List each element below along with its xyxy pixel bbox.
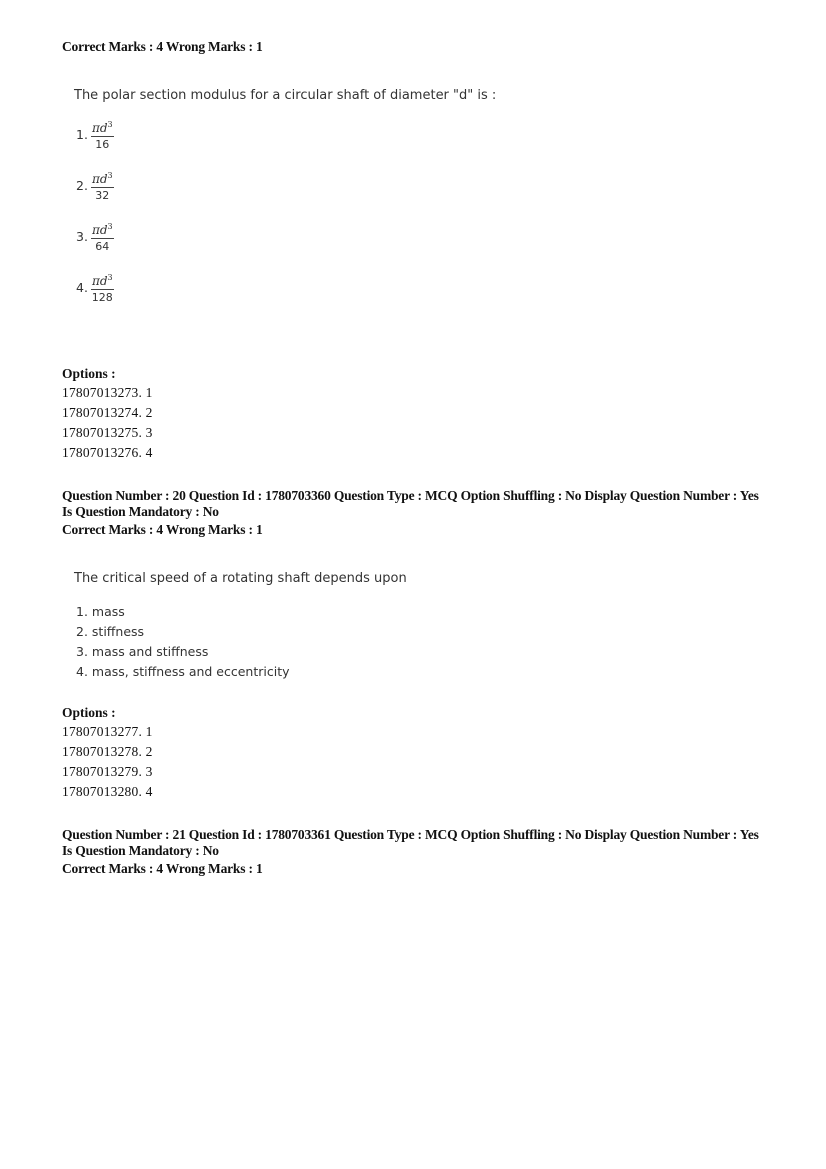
q20-header — [62, 488, 759, 538]
q21-header — [62, 827, 759, 877]
q19-choice-2 — [76, 169, 114, 202]
q19-choice-3 — [76, 220, 114, 253]
q19-option-id-4: 17807013276. 4 — [62, 445, 153, 460]
numerator: πd — [91, 172, 108, 186]
q21-header-line-2: Is Question Mandatory : No — [62, 843, 219, 858]
question-20-text: The critical speed of a rotating shaft depends upon — [74, 571, 407, 586]
q19-option-id-2: 17807013274. 2 — [62, 405, 153, 420]
q19-option-id-3: 17807013275. 3 — [62, 425, 153, 440]
q21-header-line-1: Question Number : 21 Question Id : 1780703361 Question Type : MCQ Option Shuffling : No Display Question Number : Yes — [62, 827, 759, 842]
exponent: 3 — [107, 222, 113, 231]
exponent: 3 — [107, 273, 113, 282]
question-19-text: The polar section modulus for a circular shaft of diameter "d" is : — [74, 88, 497, 103]
denominator: 16 — [95, 138, 110, 151]
q19-option-id-1: 17807013273. 1 — [62, 385, 153, 400]
q20-options-label: Options : — [62, 705, 116, 720]
choice-number: 2. — [76, 178, 88, 193]
q19-choice-4 — [76, 271, 114, 304]
choice-number: 1. — [76, 127, 88, 142]
denominator: 32 — [95, 189, 110, 202]
fraction — [91, 169, 114, 202]
fraction — [91, 271, 114, 304]
numerator: πd — [91, 121, 108, 135]
q20-option-id-3: 17807013279. 3 — [62, 764, 153, 779]
q20-header-line-3: Correct Marks : 4 Wrong Marks : 1 — [62, 522, 263, 537]
exponent: 3 — [107, 120, 113, 129]
numerator: πd — [91, 223, 108, 237]
numerator: πd — [91, 274, 108, 288]
fraction — [91, 220, 114, 253]
q20-option-id-1: 17807013277. 1 — [62, 724, 153, 739]
q20-option-id-4: 17807013280. 4 — [62, 784, 153, 799]
q20-choice-3: 3. mass and stiffness — [76, 644, 209, 659]
exponent: 3 — [107, 171, 113, 180]
q20-choice-2: 2. stiffness — [76, 624, 145, 639]
marks-text: Correct Marks : 4 Wrong Marks : 1 — [62, 39, 263, 54]
denominator: 64 — [95, 240, 110, 253]
fraction — [91, 118, 114, 151]
q21-header-line-3: Correct Marks : 4 Wrong Marks : 1 — [62, 861, 263, 876]
top-marks-line — [62, 39, 263, 55]
choice-number: 4. — [76, 280, 88, 295]
choice-number: 3. — [76, 229, 88, 244]
q20-choice-1: 1. mass — [76, 604, 125, 619]
q19-options-label: Options : — [62, 366, 116, 381]
denominator: 128 — [91, 291, 113, 304]
q20-option-id-2: 17807013278. 2 — [62, 744, 153, 759]
q19-choice-1 — [76, 118, 114, 151]
q20-header-line-2: Is Question Mandatory : No — [62, 504, 219, 519]
q20-header-line-1: Question Number : 20 Question Id : 1780703360 Question Type : MCQ Option Shuffling : No Display Question Number : Yes — [62, 488, 759, 503]
q20-choice-4: 4. mass, stiffness and eccentricity — [76, 664, 290, 679]
